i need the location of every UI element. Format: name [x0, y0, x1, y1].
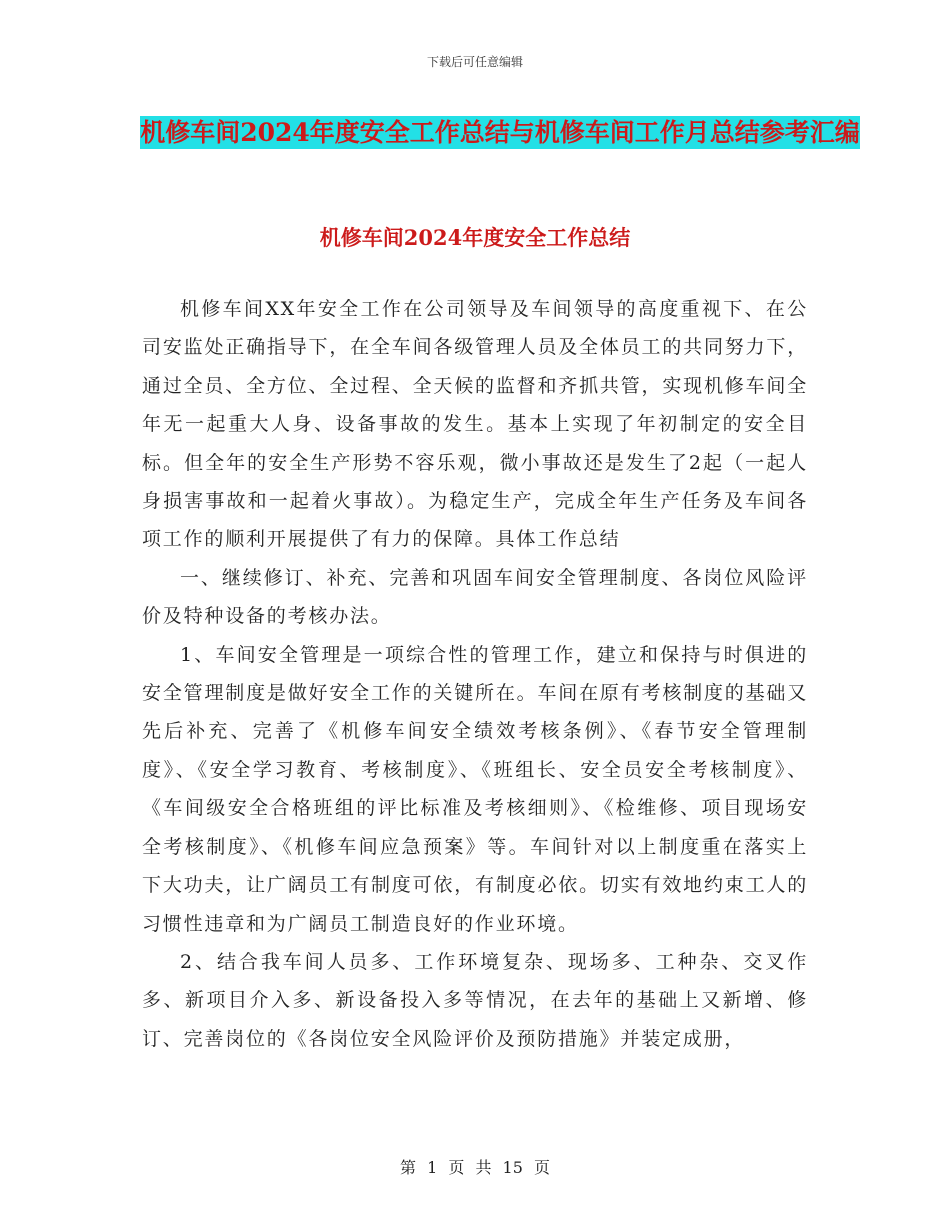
paragraph: 机修车间XX年安全工作在公司领导及车间领导的高度重视下、在公司安监处正确指导下，在全车间各级管理人员及全体员工的共同努力下，通过全员、全方位、全过程、全天候的监督和齐抓共管，实现机修车间全年无一起重大人身、设备事故的发生。基本上实现了年初制定的安全目标。但全年的安全生产形势不容乐观，微小事故还是发生了2起（一起人身损害事故和一起着火事故）。为稳定生产，完成全年生产任务及车间各项工作的顺利开展提供了有力的保障。具体工作总结	[142, 298, 808, 551]
paragraph: 1、车间安全管理是一项综合性的管理工作，建立和保持与时俱进的安全管理制度是做好安全工作的关键所在。车间在原有考核制度的基础又先后补充、完善了《机修车间安全绩效考核条例》、《春节安全管理制度》、《安全学习教育、考核制度》、《班组长、安全员安全考核制度》、《车间级安全合格班组的评比标准及考核细则》、《检维修、项目现场安全考核制度》、《机修车间应急预案》等。车间针对以上制度重在落实上下大功夫，让广阔员工有制度可依，有制度必依。切实有效地约束工人的习惯性违章和为广阔员工制造良好的作业环境。	[142, 643, 808, 935]
section-title: 机修车间2024年度安全工作总结	[319, 225, 631, 250]
document-title	[140, 108, 860, 158]
page-footer: 第 1 页 共 15 页	[400, 1158, 550, 1177]
header-note: 下载后可任意编辑	[426, 55, 523, 69]
body-text	[142, 290, 808, 1058]
document-title-text: 机修车间2024年度安全工作总结与机修车间工作月总结参考汇编	[140, 118, 860, 147]
paragraph: 一、继续修订、补充、完善和巩固车间安全管理制度、各岗位风险评价及特种设备的考核办法。	[142, 566, 808, 628]
paragraph: 2、结合我车间人员多、工作环境复杂、现场多、工种杂、交叉作多、新项目介入多、新设备投入多等情况，在去年的基础上又新增、修订、完善岗位的《各岗位安全风险评价及预防措施》并装定成册，	[142, 950, 808, 1050]
